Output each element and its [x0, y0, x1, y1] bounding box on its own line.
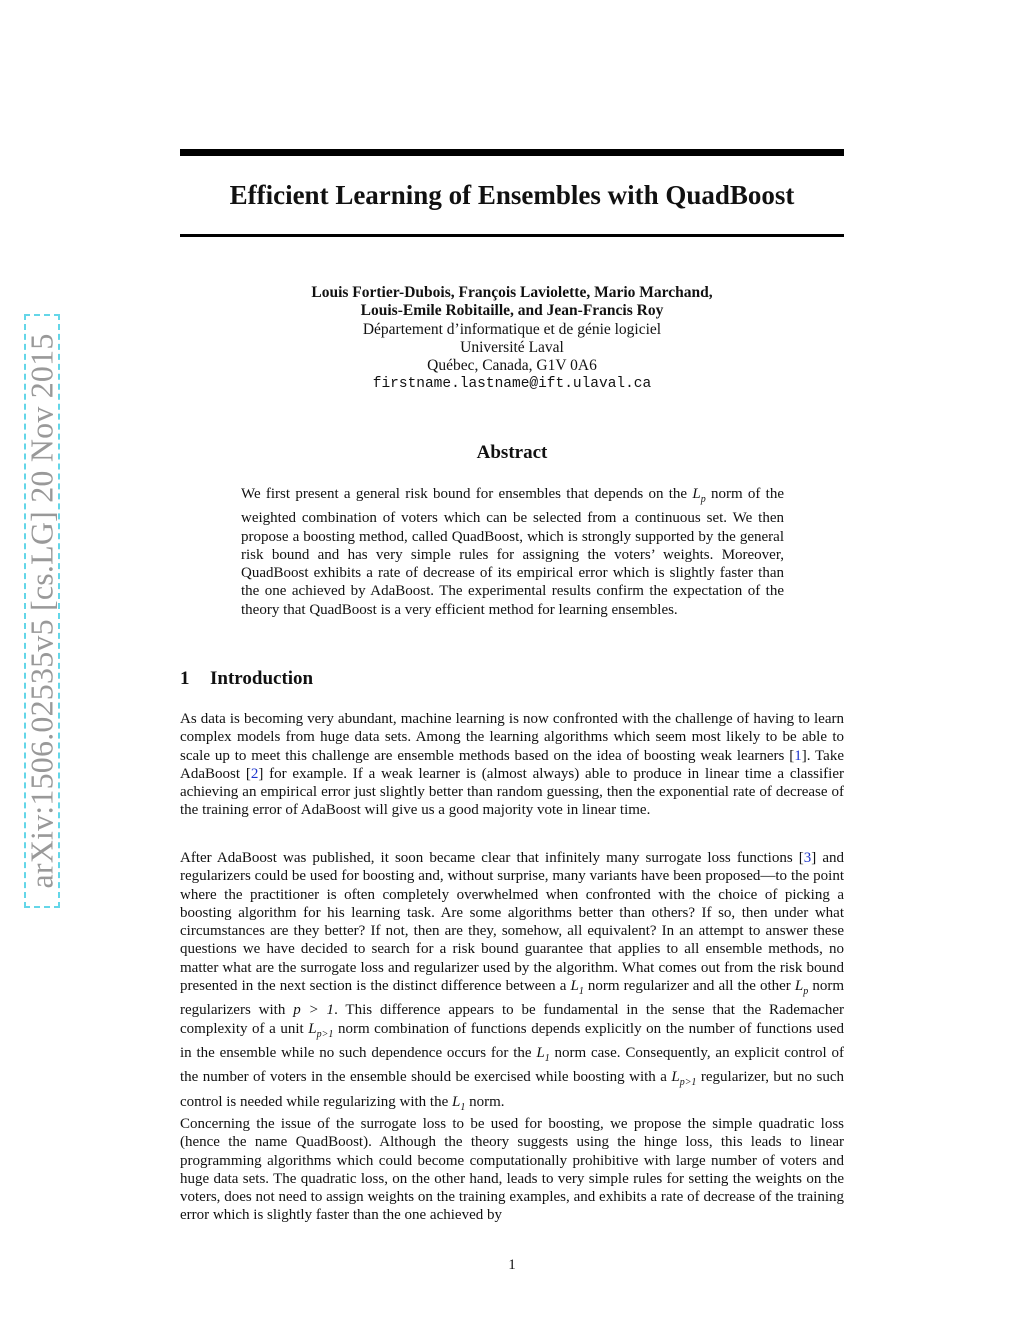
math-l1: $L_1$: [570, 978, 584, 998]
math-p-gt-1: p > 1: [293, 1002, 335, 1019]
author-names-line-2: Louis-Emile Robitaille, and Jean-Francis Roy: [360, 302, 664, 320]
section-title: Introduction: [210, 668, 314, 689]
intro-paragraph-1: As data is becoming very abundant, machine learning is now confronted with the challenge of having to learn complex models from huge data sets. Among the learning algorithms which seem most likely to be able to scale up to meet this challenge are ensemble methods based on the idea of boosting weak learners [1]. Take AdaBoost [2] for example. If a weak learner is (almost always) able to produce in linear time a classifier achieving an empirical error just slightly better than random guessing, then the exponential rate of decrease of the training error of AdaBoost will give us a good majority vote in linear time.: [180, 711, 844, 819]
title-top-rule: [180, 149, 844, 156]
abstract-text: We first present a general risk bound for ensembles that depends on the $L_p$ norm of the weighted combination of voters which can be selected from a continuous set. We then propose a boosting method, called QuadBoost, which is strongly supported by the general risk bound and has very simple rules for assigning the voters’ weights. Moreover, QuadBoost exhibits a rate of decrease of its empirical error which is slightly faster than the one achieved by AdaBoost. The experimental results confirm the expectation of the theory that QuadBoost is a very efficient method for learning ensembles.: [241, 486, 784, 618]
intro-paragraph-3: Concerning the issue of the surrogate loss to be used for boosting, we propose the simple quadratic loss (hence the name QuadBoost). Although the theory suggests using the hinge loss, this leads to linear programming algorithms which could become computationally prohibitive with large number of voters and huge data sets. The quadratic loss, on the other hand, leads to very simple rules for setting the weights on the voters, does not need to assign weights on the training examples, and exhibits a rate of decrease of the training error which is slightly faster than the one achieved by: [180, 1116, 844, 1224]
affiliation-location: Québec, Canada, G1V 0A6: [427, 357, 597, 375]
affiliation-university: Université Laval: [460, 338, 564, 356]
math-lp: $L_p$: [692, 486, 706, 505]
page-number: 1: [508, 1257, 516, 1273]
math-l1: $L_1$: [452, 1093, 466, 1113]
math-lp-gt-1: $L_{p>1}$: [671, 1069, 697, 1089]
math-lp: $L_p$: [794, 978, 809, 998]
affiliation-department: Département d’informatique et de génie logiciel: [362, 320, 662, 338]
citation-link-2[interactable]: 2: [250, 765, 259, 782]
author-block: [180, 284, 844, 394]
arxiv-identifier[interactable]: arXiv:1506.02535v5 [cs.LG] 20 Nov 2015: [23, 333, 60, 889]
section-number: 1: [180, 668, 190, 689]
paper-title: Efficient Learning of Ensembles with QuadBoost: [229, 180, 795, 210]
math-l1: $L_1$: [536, 1044, 550, 1064]
citation-link-1[interactable]: 1: [794, 747, 802, 764]
title-bottom-rule: [180, 234, 844, 237]
math-lp-gt-1: $L_{p>1}$: [308, 1020, 334, 1040]
author-email[interactable]: firstname.lastname@ift.ulaval.ca: [372, 376, 652, 393]
section-heading-introduction: [180, 667, 313, 691]
intro-paragraph-2: After AdaBoost was published, it soon became clear that infinitely many surrogate loss functions [3] and regularizers could be used for boosting and, without surprise, many variants have been proposed—to the point where the practitioner is often completely overwhelmed when confronted with the choice of picking a boosting algorithm for his learning task. Are some algorithms better than others? If so, then under what circumstances are they better? If not, then are they, somehow, all equivalent? In an attempt to answer these questions we have decided to search for a risk bound guarantee that applies to all ensemble methods, no matter what are the surrogate loss and regularizer used by the algorithm. What comes out from the risk bound presented in the next section is the distinct difference between a $L_1$ norm regularizer and all the other $L_p$ norm regularizers with p > 1. This difference appears to be fundamental in the sense that the Rademacher complexity of a unit $L_{p>1}$ norm combination of functions depends explicitly on the number of functions used in the ensemble while no such dependence occurs for the $L_1$ norm case. Consequently, an explicit control of the number of voters in the ensemble should be exercised while boosting with a $L_{p>1}$ regularizer, but no such control is needed while regularizing with the $L_1$ norm.: [180, 850, 844, 1113]
author-names-line-1: Louis Fortier-Dubois, François Laviolette, Mario Marchand,: [311, 284, 713, 301]
citation-link-3[interactable]: 3: [803, 850, 812, 866]
abstract-heading: Abstract: [476, 442, 548, 463]
